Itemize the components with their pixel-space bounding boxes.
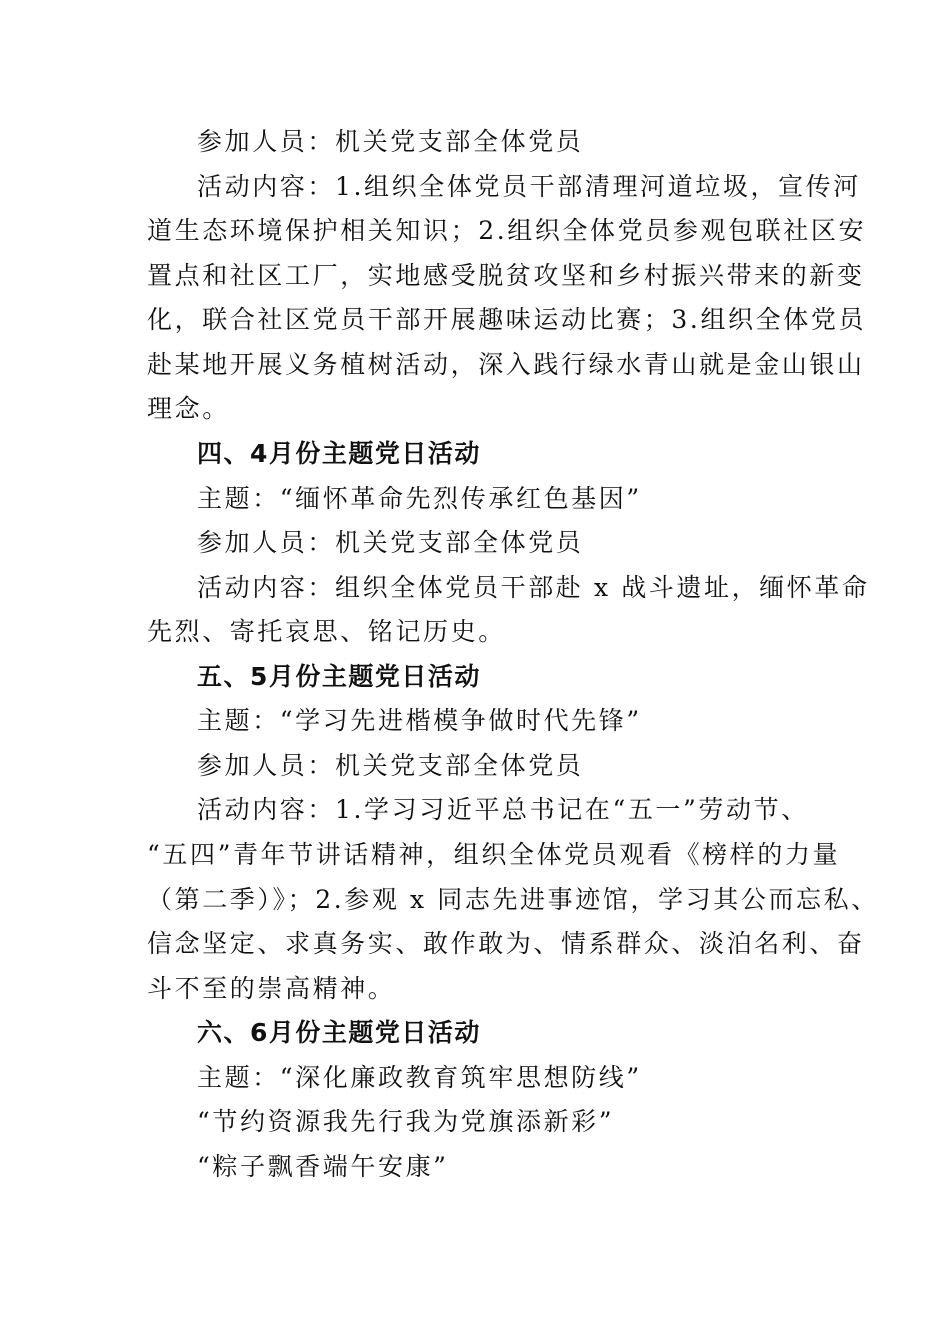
activity-content-line: 活动内容：组织全体党员干部赴 x 战斗遗址，缅怀革命 — [197, 573, 870, 602]
participants-line: 参加人员：机关党支部全体党员 — [197, 127, 584, 156]
activity-content-line: 理念。 — [147, 394, 230, 423]
participants-line: 参加人员：机关党支部全体党员 — [197, 751, 584, 780]
theme-line: “节约资源我先行我为党旗添新彩” — [197, 1107, 615, 1136]
activity-content-line: 置点和社区工厂，实地感受脱贫攻坚和乡村振兴带来的新变 — [147, 261, 865, 290]
activity-content-line: 道生态环境保护相关知识；2.组织全体党员参观包联社区安 — [147, 216, 867, 245]
activity-content-line: 斗不至的崇高精神。 — [147, 974, 396, 1003]
activity-content-line: 先烈、寄托哀思、铭记历史。 — [147, 617, 506, 646]
theme-line: 主题：“深化廉政教育筑牢思想防线” — [197, 1063, 642, 1092]
theme-line: 主题：“缅怀革命先烈传承红色基因” — [197, 484, 642, 513]
activity-content-line: 信念坚定、求真务实、敢作敢为、情系群众、淡泊名利、奋 — [147, 929, 865, 958]
activity-content-line: 活动内容：1.组织全体党员干部清理河道垃圾，宣传河 — [197, 172, 861, 201]
activity-content-line: 化，联合社区党员干部开展趣味运动比赛；3.组织全体党员 — [147, 305, 867, 334]
section-heading-april: 四、4月份主题党日活动 — [197, 439, 481, 468]
activity-content-line: 活动内容：1.学习习近平总书记在“五一”劳动节、 — [197, 795, 809, 824]
section-heading-may: 五、5月份主题党日活动 — [197, 662, 481, 691]
activity-content-line: （第二季）》；2.参观 x 同志先进事迹馆，学习其公而忘私、 — [147, 885, 879, 914]
activity-content-line: 赴某地开展义务植树活动，深入践行绿水青山就是金山银山 — [147, 350, 865, 379]
theme-line: 主题：“学习先进楷模争做时代先锋” — [197, 706, 642, 735]
theme-line: “粽子飘香端午安康” — [197, 1152, 449, 1181]
activity-content-line: “五四”青年节讲话精神，组织全体党员观看《榜样的力量 — [147, 840, 841, 869]
section-heading-june: 六、6月份主题党日活动 — [197, 1018, 481, 1047]
participants-line: 参加人员：机关党支部全体党员 — [197, 528, 584, 557]
